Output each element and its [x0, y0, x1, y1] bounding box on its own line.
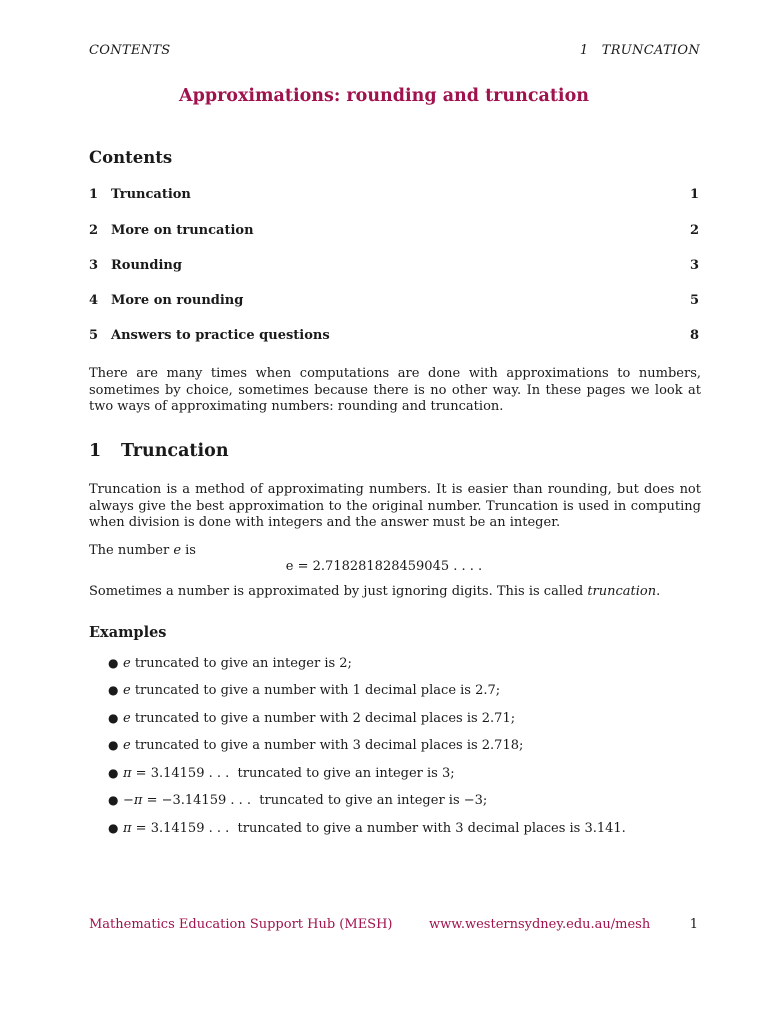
bullet-icon: ●: [108, 683, 119, 697]
toc-label: Truncation: [111, 187, 191, 202]
text-lead: Sometimes a number is approximated by just ignoring digits. This is called: [89, 584, 588, 599]
running-header-right: 1 TRUNCATION: [579, 43, 700, 58]
toc-number: 5: [89, 328, 99, 343]
toc-label: Answers to practice questions: [111, 328, 330, 343]
running-header-left: CONTENTS: [89, 43, 171, 58]
example-text: π = 3.14159 . . . truncated to give a number with 3 decimal places is 3.141.: [123, 821, 626, 836]
example-item: [108, 656, 352, 671]
toc-number: 4: [89, 293, 99, 308]
toc-entry[interactable]: [89, 328, 699, 343]
example-item: [108, 711, 515, 726]
intro-paragraph: There are many times when computations are done with approximations to numbers, sometimes by choice, sometimes because there is no other way. In these pages we look at two ways of approximating numbers: rounding and truncation.: [89, 366, 701, 414]
toc-page: 3: [689, 258, 699, 273]
toc-number: 2: [89, 223, 99, 238]
toc-number: 3: [89, 258, 99, 273]
examples-heading: Examples: [89, 624, 167, 641]
toc-page: 5: [689, 293, 699, 308]
math-variable: π: [123, 821, 132, 836]
text-lead: The number: [89, 543, 174, 558]
math-variable: π: [123, 766, 132, 781]
example-item: [108, 683, 500, 698]
example-item: [108, 766, 455, 781]
section-heading: [89, 441, 229, 461]
number-e-intro: [89, 543, 701, 560]
example-text: e truncated to give a number with 3 decimal places is 2.718;: [123, 738, 524, 753]
example-item: [108, 738, 523, 753]
text-tail: is: [181, 543, 196, 558]
example-text: e truncated to give an integer is 2;: [123, 656, 352, 671]
math-variable: e: [123, 656, 131, 671]
toc-entry[interactable]: [89, 223, 699, 238]
example-item: [108, 821, 626, 836]
document-title: Approximations: rounding and truncation: [179, 86, 589, 106]
bullet-icon: ●: [108, 766, 119, 780]
example-text: e truncated to give a number with 1 decimal place is 2.7;: [123, 683, 501, 698]
math-variable: e: [123, 738, 131, 753]
section-title: Truncation: [121, 441, 229, 461]
math-variable: −π: [123, 793, 143, 808]
toc-entry[interactable]: [89, 187, 699, 202]
toc-label: Rounding: [111, 258, 182, 273]
toc-label: More on rounding: [111, 293, 244, 308]
bullet-icon: ●: [108, 821, 119, 835]
toc-entry[interactable]: [89, 258, 699, 273]
footer-organization: Mathematics Education Support Hub (MESH): [89, 917, 393, 932]
section-number: 1: [89, 441, 102, 461]
text-tail: .: [656, 584, 661, 599]
contents-heading: Contents: [89, 148, 173, 167]
math-variable: e: [123, 683, 131, 698]
truncation-paragraph: Truncation is a method of approximating numbers. It is easier than rounding, but does not always give the best approximation to the original number. Truncation is used in computing when division is done with integers and the answer must be an integer.: [89, 482, 701, 530]
toc-entry[interactable]: [89, 293, 699, 308]
bullet-icon: ●: [108, 793, 119, 807]
example-item: [108, 793, 487, 808]
toc-page: 8: [689, 328, 699, 343]
example-text: π = 3.14159 . . . truncated to give an integer is 3;: [123, 766, 455, 781]
toc-number: 1: [89, 187, 99, 202]
toc-page: 1: [689, 187, 699, 202]
equation-e: e = 2.718281828459045 . . . .: [285, 559, 483, 574]
bullet-icon: ●: [108, 711, 119, 725]
toc-page: 2: [689, 223, 699, 238]
footer-page-number: 1: [689, 917, 698, 932]
example-text: −π = −3.14159 . . . truncated to give an integer is −3;: [123, 793, 488, 808]
truncation-definition: [89, 584, 701, 601]
example-text: e truncated to give a number with 2 decimal places is 2.71;: [123, 711, 516, 726]
math-variable: e: [123, 711, 131, 726]
footer-website-link[interactable]: www.westernsydney.edu.au/mesh: [429, 917, 651, 932]
emphasis-truncation: truncation: [587, 584, 657, 599]
toc-label: More on truncation: [111, 223, 254, 238]
variable-e: e: [173, 543, 182, 558]
bullet-icon: ●: [108, 738, 119, 752]
bullet-icon: ●: [108, 656, 119, 670]
